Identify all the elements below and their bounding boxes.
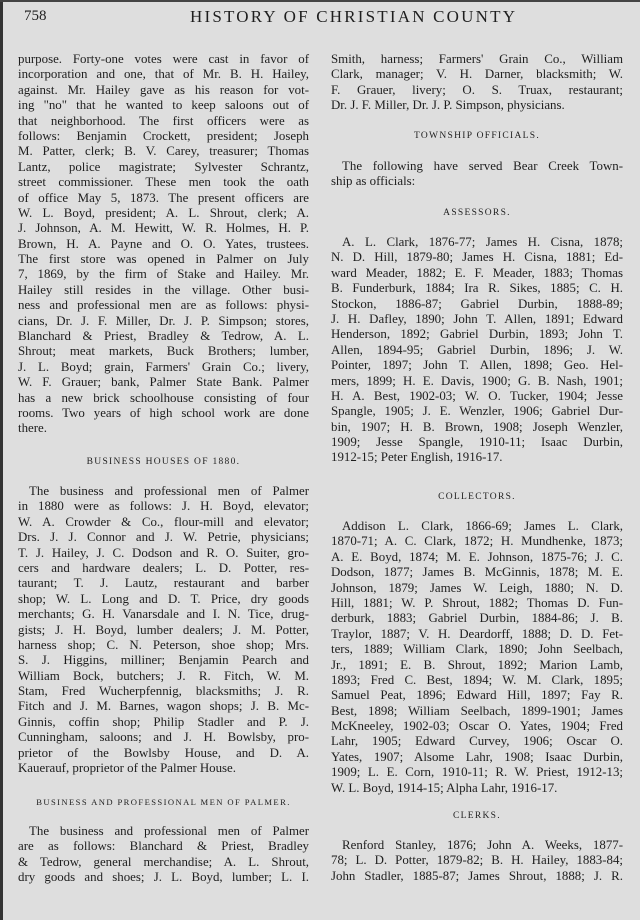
text-line: ness and professional men are as follows: physi- — [18, 298, 309, 313]
text-line: shop; W. L. Long and D. T. Price, dry goods — [18, 591, 309, 606]
text-line: there. — [18, 421, 47, 436]
text-line: B. Funderburk, 1884; Ira R. Sikes, 1885; C. H. — [331, 281, 623, 296]
text-line: J. H. Dafley, 1890; John T. Allen, 1891; Edward — [331, 311, 623, 326]
list-assessors — [331, 235, 623, 466]
text-line: street commissioner. These men took the oath — [18, 175, 309, 190]
text-line: Renford Stanley, 1876; John A. Weeks, 1877- — [342, 838, 623, 852]
text-line: Stockon, 1886-87; Gabriel Durbin, 1888-89; — [331, 296, 623, 311]
text-line: The business and professional men of Palmer — [29, 484, 309, 498]
text-line: A. E. Boyd, 1874; M. E. Johnson, 1875-76; J. C. — [331, 549, 623, 564]
text-line: Ginnis, coffin shop; Philip Stadler and P. J. — [18, 714, 309, 729]
text-line: has a new brick schoolhouse consisting of four — [18, 390, 309, 405]
text-line: against. Mr. Hailey gave as his reason for vot- — [18, 82, 309, 97]
text-line: J. L. Boyd; grain, Farmers' Grain Co.; livery, — [18, 359, 309, 374]
text-line: Lantz, police magistrate; Sylvester Schrantz, — [18, 159, 309, 174]
text-line: M. Patter, clerk; B. V. Carey, treasurer; Thomas — [18, 144, 309, 159]
text-line: 78; L. D. Potter, 1879-82; B. H. Hailey, 1883-84; — [331, 853, 623, 868]
text-line: 1909; L. E. Corn, 1910-11; R. W. Priest, 1912-13; — [331, 765, 623, 780]
text-line: ward Meader, 1882; E. F. Meader, 1883; Thomas — [331, 265, 623, 280]
text-line: gists; J. H. Boyd, lumber dealers; J. M. Potter, — [18, 622, 309, 637]
paragraph-township-intro — [331, 159, 623, 190]
text-line: cers and hardware dealers; L. D. Potter, res- — [18, 560, 309, 575]
scan-border-top — [0, 0, 640, 2]
page-number: 758 — [24, 8, 47, 24]
text-line: ship as officials: — [331, 174, 416, 189]
text-line: mers, 1899; H. E. Davis, 1900; G. B. Nash, 1901; — [331, 373, 623, 388]
text-line: Henderson, 1892; Gabriel Durbin, 1893; John T. — [331, 327, 623, 342]
text-line: 1893; Fred C. Best, 1894; W. M. Clark, 1895; — [331, 672, 623, 687]
text-line: Dr. J. F. Miller, Dr. J. P. Simpson, physicians. — [331, 98, 565, 113]
text-line: Shrout; meat markets, Buck Brothers; lumber, — [18, 344, 309, 359]
text-line: 1912-15; Peter English, 1916-17. — [331, 450, 503, 465]
text-line: Addison L. Clark, 1866-69; James L. Clark, — [342, 519, 623, 533]
text-line: ters, 1889; William Clark, 1890; John Seelbach, — [331, 642, 623, 657]
text-line: Dodson, 1877; James B. McGinnis, 1878; M. E. — [331, 565, 623, 580]
text-line: William Bock, butchers; J. R. Fitch, W. M. — [18, 668, 309, 683]
running-title: HISTORY OF CHRISTIAN COUNTY — [190, 7, 518, 26]
text-line: McKneeley, 1902-03; Oscar O. Yates, 1904; Fred — [331, 719, 623, 734]
text-line: Hailey still resides in the village. Other busi- — [18, 282, 309, 297]
text-line: of office May 5, 1873. The present officers are — [18, 190, 309, 205]
text-line: Jr., 1891; E. B. Shrout, 1892; Marion Lamb, — [331, 657, 623, 672]
text-line: Brown, H. A. Payne and O. O. Yates, trustees. — [18, 236, 309, 251]
text-line: John Stadler, 1885-87; James Shrout, 1888; J. R. — [331, 868, 623, 883]
text-line: Drs. J. J. Connor and J. W. Petrie, physicians; — [18, 530, 309, 545]
text-line: that neighborhood. The first officers were as — [18, 113, 309, 128]
heading-business-men-palmer: BUSINESS AND PROFESSIONAL MEN OF PALMER. — [36, 797, 291, 807]
text-line: Yates, 1907; Alsome Lahr, 1908; Isaac Durbin, — [331, 749, 623, 764]
text-line: & Tedrow, general merchandise; A. L. Shrout, — [18, 854, 309, 869]
text-line: A. L. Clark, 1876-77; James H. Cisna, 1878; — [342, 235, 623, 249]
text-line: Allen, 1894-95; Gabriel Durbin, 1896; J. W. — [331, 342, 623, 357]
text-line: Cunningham, saloons; and J. H. Bowlsby, pro- — [18, 730, 309, 745]
text-line: Johnson, 1879; James W. Leigh, 1880; N. D. — [331, 580, 623, 595]
text-line: W. L. Boyd, president; A. L. Shrout, clerk; A. — [18, 205, 309, 220]
text-line: The first store was opened in Palmer on July — [18, 252, 309, 267]
text-line: W. F. Grauer; bank, Palmer State Bank. Palmer — [18, 375, 309, 390]
paragraph-business-men-palmer — [18, 824, 309, 886]
scan-border-left — [0, 0, 3, 920]
text-line: Kauerauf, proprietor of the Palmer House. — [18, 761, 236, 776]
text-line: The following have served Bear Creek Town- — [342, 159, 623, 173]
text-line: derburk, 1883; Gabriel Durbin, 1884-86; J. B. — [331, 611, 623, 626]
heading-assessors: ASSESSORS. — [443, 208, 511, 218]
text-line: dry goods and shoes; J. L. Boyd, lumber; L. I. — [18, 870, 309, 885]
text-line: 1909; Jesse Spangle, 1910-11; Isaac Durbin, — [331, 435, 623, 450]
text-line: Best, 1898; William Seelbach, 1899-1901; James — [331, 703, 623, 718]
text-line: The business and professional men of Palmer — [29, 824, 309, 838]
text-line: Spangle, 1905; J. E. Wenzler, 1906; Gabriel Dur- — [331, 404, 623, 419]
text-line: incorporation and one, that of Mr. B. H. Hailey, — [18, 67, 309, 82]
text-line: taurant; T. J. Lautz, restaurant and barber — [18, 576, 309, 591]
text-line: Fitch and J. M. Barnes, wagon shops; J. B. Mc- — [18, 699, 309, 714]
text-line: Clark, manager; V. H. Darner, blacksmith; W. — [331, 67, 623, 82]
text-line: in 1880 were as follows: J. H. Boyd, elevator; — [18, 499, 309, 514]
text-line: harness shop; C. N. Peterson, shoe shop; Mrs. — [18, 637, 309, 652]
list-collectors — [331, 519, 623, 796]
text-line: Traylor, 1887; V. H. Deardorff, 1888; D. D. Fet- — [331, 626, 623, 641]
text-line: J. Johnson, A. M. Hewitt, W. R. Holmes, H. P. — [18, 221, 309, 236]
text-line: merchants; G. H. Vanarsdale and I. N. Tice, drug- — [18, 607, 309, 622]
text-line: 7, 1869, by the firm of Stake and Hailey. Mr. — [18, 267, 309, 282]
paragraph-village-officers — [18, 52, 309, 437]
text-line: Samuel Peat, 1896; Edward Hill, 1897; Fay R. — [331, 688, 623, 703]
heading-business-houses-1880: BUSINESS HOUSES OF 1880. — [86, 457, 241, 467]
text-line: ing "no" that he wanted to keep saloons out of — [18, 98, 309, 113]
text-line: N. D. Hill, 1879-80; James H. Cisna, 1881; Ed- — [331, 250, 623, 265]
text-line: Blanchard & Priest, Bradley & Tedrow, A. L. — [18, 329, 309, 344]
text-line: follows: Benjamin Crockett, president; Joseph — [18, 128, 309, 143]
text-line: Hill, 1881; W. P. Shrout, 1882; Thomas D. Fun- — [331, 595, 623, 610]
heading-collectors: COLLECTORS. — [438, 492, 516, 502]
text-line: T. J. Hailey, J. C. Dodson and R. O. Suiter, gro- — [18, 545, 309, 560]
text-line: F. Grauer, livery; O. S. Truax, restaurant; — [331, 82, 623, 97]
paragraph-business-continued — [331, 52, 623, 114]
text-line: Pointer, 1897; John T. Allen, 1898; Geo. Hel- — [331, 358, 623, 373]
text-line: rooms. Two years of high school work are done — [18, 405, 309, 420]
list-clerks — [331, 838, 623, 884]
text-line: Stam, Fred Wucherpfennig, blacksmiths; J. R. — [18, 684, 309, 699]
text-line: bin, 1907; H. B. Brown, 1908; Joseph Wenzler, — [331, 419, 623, 434]
text-line: W. L. Boyd, 1914-15; Alpha Lahr, 1916-17. — [331, 780, 558, 795]
text-line: W. A. Crowder & Co., flour-mill and elevator; — [18, 514, 309, 529]
paragraph-business-1880 — [18, 484, 309, 776]
text-line: purpose. Forty-one votes were cast in favor of — [18, 52, 309, 66]
text-line: prietor of the Bowlsby House, and D. A. — [18, 745, 309, 760]
text-line: Smith, harness; Farmers' Grain Co., William — [331, 52, 623, 66]
text-line: 1870-71; A. C. Clark, 1872; H. Mundhenke, 1873; — [331, 534, 623, 549]
heading-clerks: CLERKS. — [453, 811, 501, 821]
text-line: Lahr, 1905; Edward Curvey, 1906; Oscar O. — [331, 734, 623, 749]
text-line: S. J. Higgins, milliner; Benjamin Pearch and — [18, 653, 309, 668]
heading-township-officials: TOWNSHIP OFFICIALS. — [413, 131, 541, 141]
text-line: cians, Dr. J. F. Miller, Dr. J. P. Simpson; stores, — [18, 313, 309, 328]
text-line: are as follows: Blanchard & Priest, Bradley — [18, 839, 309, 854]
text-line: H. A. Best, 1902-03; W. O. Tucker, 1904; Jesse — [331, 388, 623, 403]
